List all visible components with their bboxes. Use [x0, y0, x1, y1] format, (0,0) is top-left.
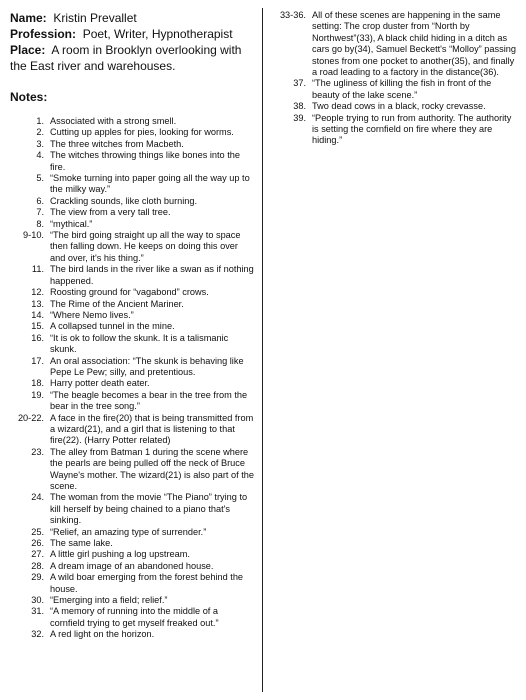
list-item — [10, 116, 254, 127]
list-item — [270, 10, 518, 78]
item-number: 12. — [31, 287, 44, 298]
item-number: 8. — [36, 218, 44, 229]
item-text: “A memory of running into the middle of a cornfield trying to get myself freaked out.” — [50, 606, 219, 628]
list-item — [270, 78, 518, 101]
item-text: A face in the fire(20) that is being transmitted from a wizard(21), and a girl that is listening to that fire(22). (Harry Potter related) — [50, 412, 254, 446]
list-item — [10, 390, 254, 413]
list-item — [10, 561, 254, 572]
item-number: 39. — [293, 112, 306, 123]
item-number: 2. — [36, 127, 44, 138]
place-label: Place: — [10, 43, 46, 57]
item-number: 26. — [31, 538, 44, 549]
item-number: 18. — [31, 378, 44, 389]
item-text: The bird lands in the river like a swan as if nothing happened. — [50, 264, 254, 286]
item-text: A little girl pushing a log upstream. — [50, 549, 190, 560]
list-item — [10, 378, 254, 389]
item-text: A dream image of an abandoned house. — [50, 560, 214, 571]
item-number: 17. — [31, 355, 44, 366]
item-text: “Relief, an amazing type of surrender.” — [50, 526, 207, 537]
item-text: A wild boar emerging from the forest behind the house. — [50, 572, 244, 594]
list-item — [10, 287, 254, 298]
item-number: 30. — [31, 595, 44, 606]
list-item — [10, 139, 254, 150]
item-text: “The beagle becomes a bear in the tree from the bear in the tree song.” — [50, 389, 248, 412]
list-item — [10, 127, 254, 138]
item-number: 15. — [31, 321, 44, 332]
item-number: 25. — [31, 526, 44, 537]
notes-list-left — [10, 116, 254, 641]
item-number: 14. — [31, 309, 44, 320]
list-item — [10, 196, 254, 207]
item-number: 20-22. — [17, 412, 44, 423]
item-text: The view from a very tall tree. — [50, 207, 171, 218]
item-text: “It is ok to follow the skunk. It is a talismanic skunk. — [50, 332, 229, 355]
right-column — [270, 10, 518, 147]
item-number: 32. — [31, 629, 44, 640]
item-number: 38. — [293, 101, 306, 112]
place-value: A room in Brooklyn overlooking with the East river and warehouses. — [10, 43, 242, 73]
item-text: “People trying to run from authority. The authority is setting the cornfield on fire where they are hiding.” — [312, 112, 512, 146]
item-number: 9-10. — [23, 230, 44, 241]
item-text: “Smoke turning into paper going all the way up to the milky way.” — [50, 173, 250, 195]
profession-label: Profession: — [10, 27, 77, 41]
column-divider — [262, 8, 263, 692]
item-text: “mythical.” — [50, 218, 93, 229]
item-text: Harry potter death eater. — [50, 378, 150, 389]
item-number: 4. — [36, 150, 44, 161]
list-item — [10, 572, 254, 595]
list-item — [10, 549, 254, 560]
item-number: 16. — [31, 332, 44, 343]
list-item — [10, 150, 254, 173]
list-item — [10, 299, 254, 310]
name-label: Name: — [10, 11, 47, 25]
item-text: “Emerging into a field; relief.” — [50, 595, 168, 606]
list-item — [10, 527, 254, 538]
item-number: 23. — [31, 446, 44, 457]
list-item — [10, 595, 254, 606]
name-value: Kristin Prevallet — [53, 11, 137, 25]
list-item — [10, 310, 254, 321]
item-number: 29. — [31, 572, 44, 583]
left-column — [10, 10, 254, 641]
list-item — [10, 230, 254, 264]
item-text: “The ugliness of killing the fish in front of the beauty of the lake scene.” — [312, 78, 492, 100]
item-text: Crackling sounds, like cloth burning. — [50, 195, 198, 206]
item-text: Roosting ground for “vagabond” crows. — [50, 287, 209, 298]
item-text: Two dead cows in a black, rocky crevasse. — [312, 101, 486, 112]
list-item — [10, 413, 254, 447]
item-text: Cutting up apples for pies, looking for worms. — [50, 127, 234, 138]
list-item — [10, 321, 254, 332]
place-line — [10, 42, 254, 74]
item-number: 33-36. — [279, 10, 306, 20]
item-text: All of these scenes are happening in the same setting: The crop duster from “North by Northwest”(33), A black child hiding in a ditch as cars go by(34), Samuel Beckett's “Molloy” passing stones from one pocket to another(35), and finally a road leading to a factory in the distance(36). — [312, 10, 516, 78]
list-item — [10, 492, 254, 526]
list-item — [10, 173, 254, 196]
item-number: 1. — [36, 116, 44, 126]
item-number: 3. — [36, 138, 44, 149]
list-item — [10, 219, 254, 230]
profession-value: Poet, Writer, Hypnotherapist — [82, 27, 233, 41]
list-item — [10, 538, 254, 549]
list-item — [10, 333, 254, 356]
item-number: 13. — [31, 298, 44, 309]
item-number: 6. — [36, 195, 44, 206]
item-text: The woman from the movie “The Piano” trying to kill herself by being chained to a piano that's sinking. — [50, 492, 248, 526]
item-text: The Rime of the Ancient Mariner. — [50, 298, 184, 309]
item-number: 11. — [31, 264, 44, 275]
list-item — [270, 113, 518, 147]
profession-line — [10, 26, 254, 42]
list-item — [10, 629, 254, 640]
item-number: 31. — [31, 606, 44, 617]
item-text: The alley from Batman 1 during the scene where the pearls are being pulled off the neck of Bruce Wayne's mother. The wizard(21) is also part of the scene. — [50, 446, 254, 491]
item-number: 24. — [31, 492, 44, 503]
item-text: The witches throwing things like bones into the fire. — [50, 150, 240, 172]
notes-list-right — [270, 10, 518, 147]
item-text: “The bird going straight up all the way to space then falling down. He keeps on doing this over and over, it's his thing.” — [50, 230, 241, 263]
item-number: 5. — [36, 173, 44, 184]
item-text: The same lake. — [50, 538, 113, 549]
item-number: 37. — [293, 78, 306, 89]
item-text: The three witches from Macbeth. — [50, 138, 184, 149]
item-text: A collapsed tunnel in the mine. — [50, 321, 175, 332]
list-item — [10, 207, 254, 218]
list-item — [10, 606, 254, 629]
item-text: Associated with a strong smell. — [50, 116, 177, 126]
item-number: 19. — [31, 389, 44, 400]
item-number: 27. — [31, 549, 44, 560]
list-item — [10, 447, 254, 493]
item-text: An oral association: “The skunk is behaving like Pepe Le Pew; silly, and pretentious. — [50, 355, 244, 377]
list-item — [10, 356, 254, 379]
list-item — [10, 264, 254, 287]
name-line — [10, 10, 254, 26]
item-number: 7. — [36, 207, 44, 218]
list-item — [270, 101, 518, 112]
item-number: 28. — [31, 560, 44, 571]
notes-title: Notes: — [10, 90, 48, 104]
item-text: A red light on the horizon. — [50, 629, 155, 640]
item-text: “Where Nemo lives.” — [50, 309, 134, 320]
